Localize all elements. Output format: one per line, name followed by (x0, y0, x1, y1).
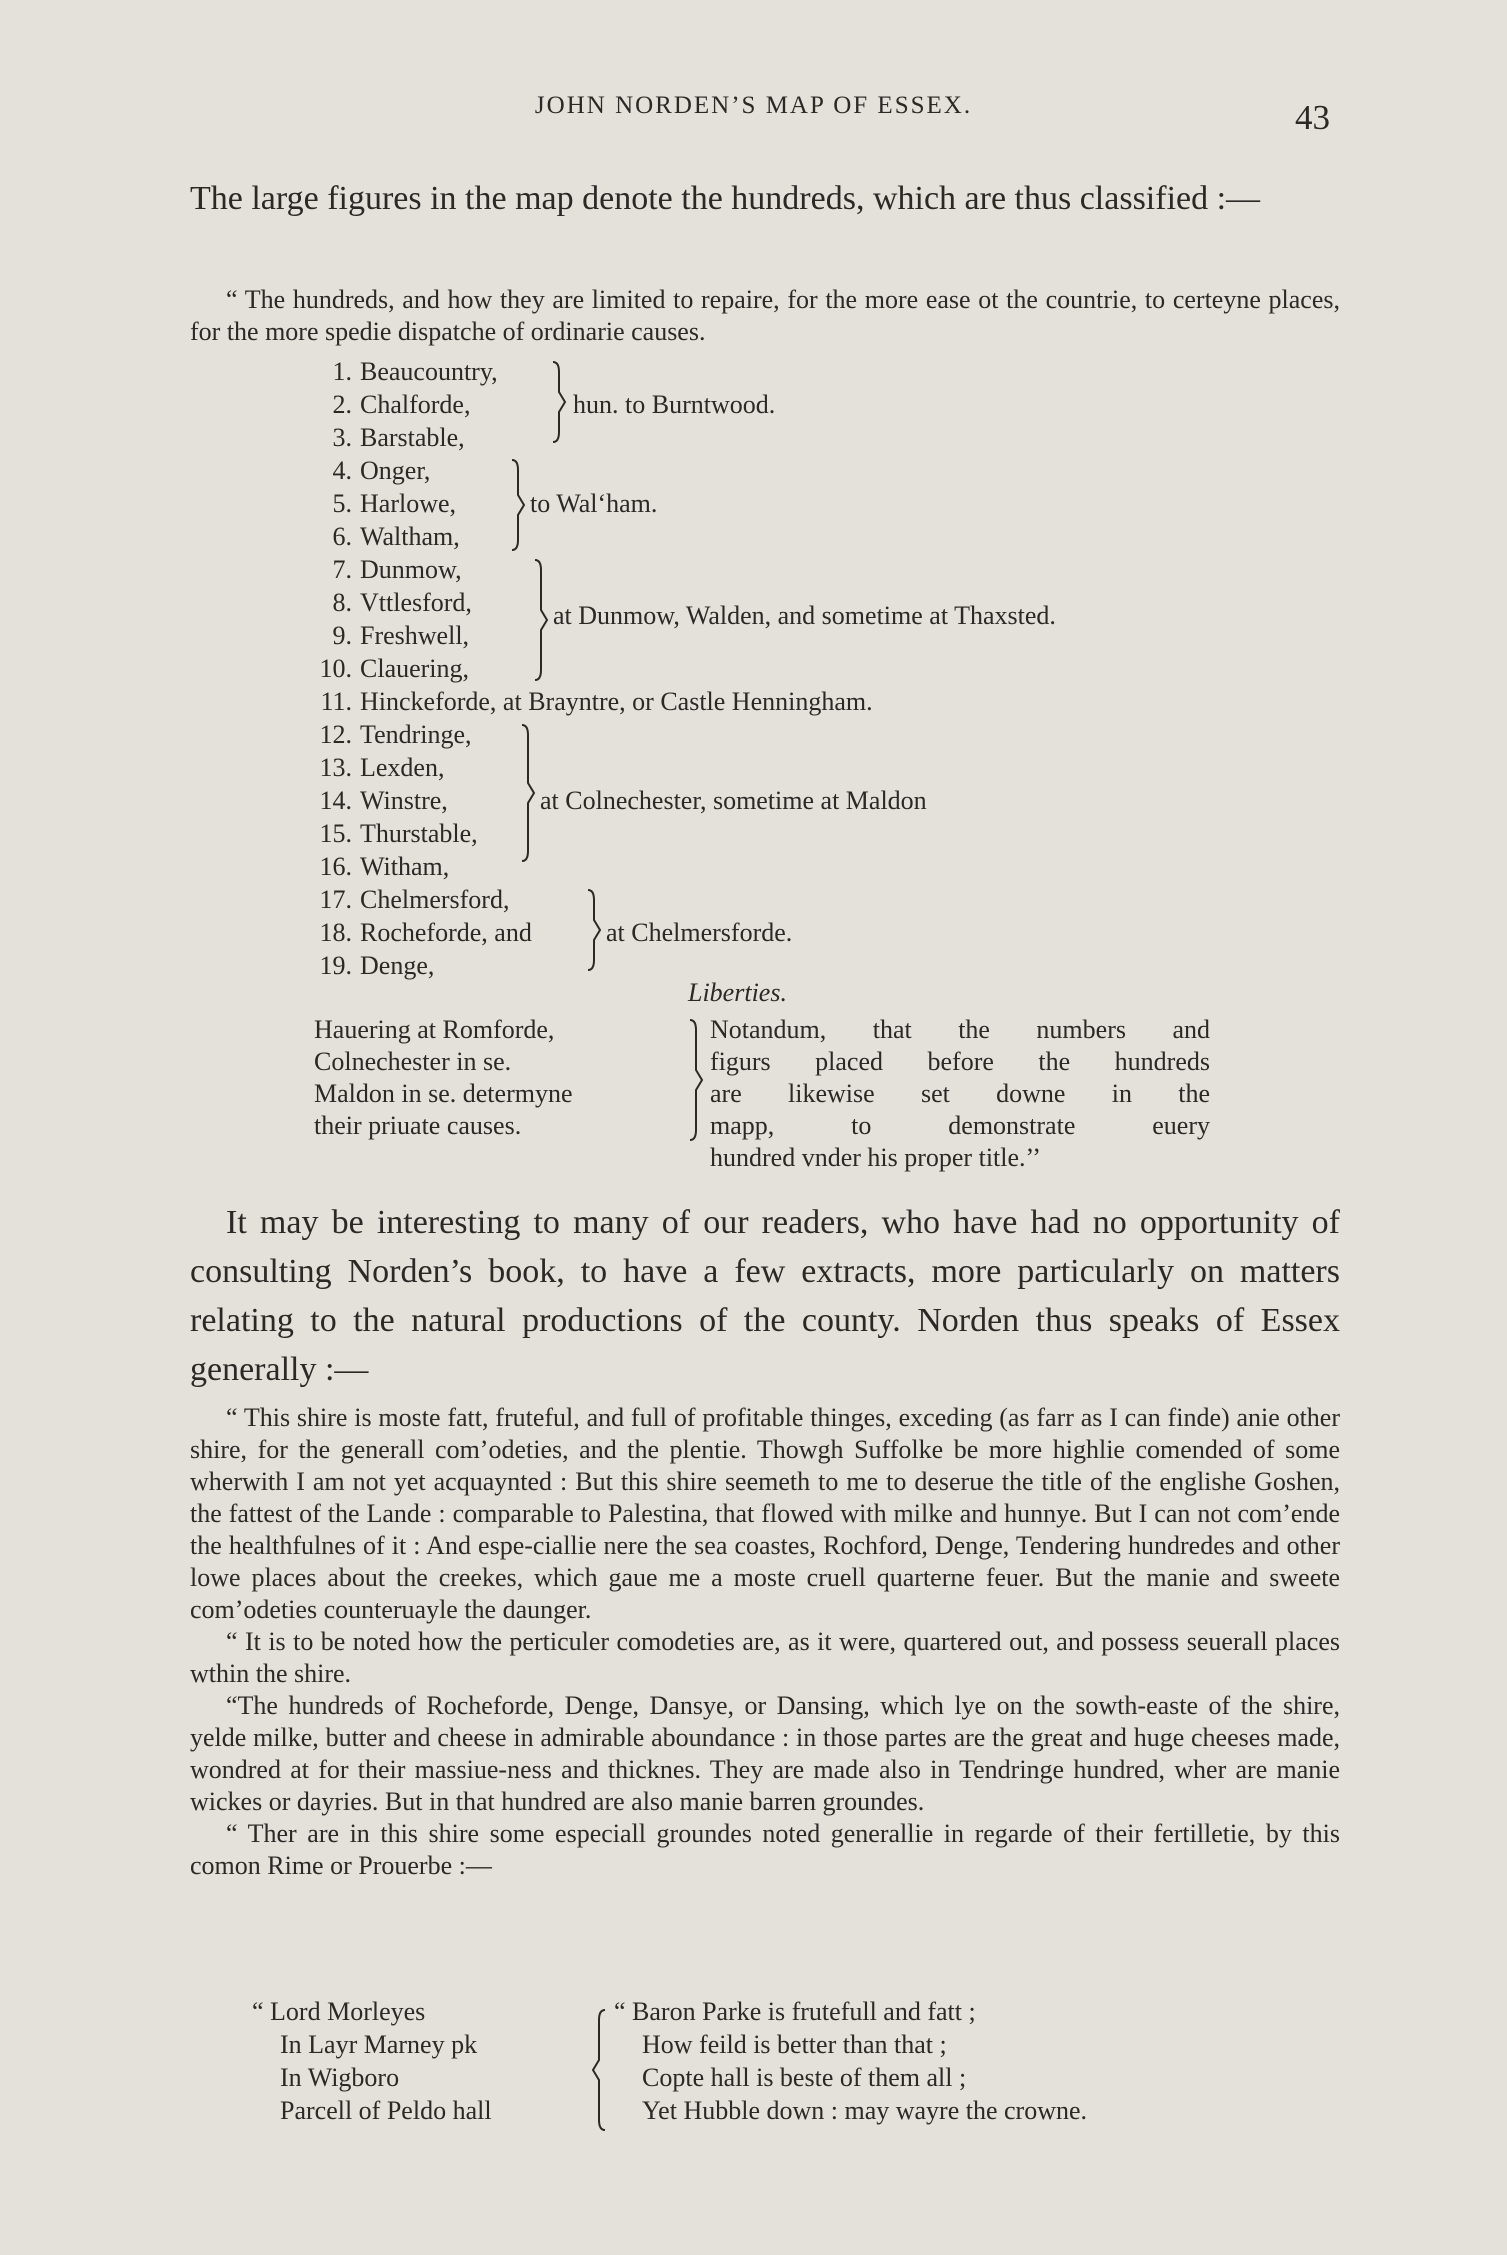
main-paragraph: It may be interesting to many of our readers, who have had no opportunity of consulting Norden’s book, to have a few extracts, more particularly on matters relating to the natural productions of the county. Norden thus speaks of Essex generally :— (190, 1204, 1340, 1388)
rhyme-right: “ Baron Parke is frutefull and fatt ; How feild is better than that ; Copte hall is beste of them all ; Yet Hubble down : may wayre the crowne. (614, 1997, 1088, 2125)
intro-paragraph: The large figures in the map denote the hundreds, which are thus classified :— (190, 180, 1261, 217)
brace-group-3 (535, 560, 547, 680)
quote-intro-paragraph: “ The hundreds, and how they are limited to repaire, for the more ease ot the countrie, to certeyne places, for the more spedie dispatche of ordinarie causes. (190, 285, 1340, 346)
group-destination: at Chelmersforde. (606, 918, 793, 947)
rhyme-left: “ Lord Morleyes In Layr Marney pk In Wigboro Parcell of Peldo hall (252, 1997, 492, 2125)
liberties-heading: Liberties. (688, 978, 787, 1007)
brace-group-2 (512, 460, 524, 550)
page-number: 43 (1295, 98, 1330, 137)
brace-rhyme (593, 2010, 605, 2130)
brace-liberties (690, 1020, 702, 1140)
group-destination: hun. to Burntwood. (573, 390, 776, 419)
brace-group-1 (553, 362, 565, 442)
running-header: JOHN NORDEN’S MAP OF ESSEX. (534, 92, 973, 119)
liberties-left: Hauering at Romforde, Colnechester in se. Maldon in se. determyne their priuate causes. (314, 1015, 573, 1140)
quote-paragraph: “ It is to be noted how the perticuler comodeties are, as it were, quartered out, and possess seuerall places wthin the shire. (190, 1627, 1340, 1688)
liberties-note: Notandum, that the numbers and figurs placed before the hundreds are likewise set downe in the mapp, to demonstrate euery hundred vnder his proper title.’’ (710, 1015, 1210, 1172)
quote-paragraph: “ Ther are in this shire some especiall groundes noted generallie in regarde of their fertilletie, by this comon Rime or Prouerbe :— (190, 1819, 1340, 1880)
book-page: JOHN NORDEN’S MAP OF ESSEX. 43 The large figures in the map denote the hundreds, which are thus classified :— “ The hundreds, and how they are limited to repaire, for the more ease ot the countrie, to certeyne places, for the more spedie dispatche of ordinarie causes. 1. Beaucountry, 2. Chalforde, 3. Barstable, 4. Onger, 5. Harlowe, 6. Waltham, 7. Dunmow, 8. Vttlesford, 9. Freshwell, 10. Clauering, 11. Hinckeforde, at Brayntre, or Castle Henningham. 12. Tendringe, 13. Lexden, 14. Winstre, 15. Thurstable, 16. Witham, 17. Chelmersford, 18. Rocheforde, and 19. Denge, hun. to Burntwood. to Walʻham. at Dunmow, Walden, and sometime at Thaxsted. at Colnechester, sometime at Maldon at Chelmersforde. Liberties. Hauering at Romforde, Colnechester in se. Maldon in se. determyne their priuate causes. Notandum, that the numbers and figurs placed before the hundreds are likewise set downe in the mapp, to demonstrate euery hundred vnder his proper title.’’ It may be interesting to many of our readers, who have had no opportunity of consulting Norden’s book, to have a few extracts, more particularly on matters relating to the natural productions of the county. Norden thus speaks of Essex generally :— “ This shire is moste fatt, fruteful, and full of profitable thinges, exceding (as farr as I can finde) anie other shire, for the generall com’odeties, and the plentie. Thowgh Suffolke be more highlie comended of some wherwith I am not yet acquaynted : But this shire seemeth to me to deserue the title of the englishe Goshen, the fattest of the Lande : comparable to Palestina, that flowed with milke and hunnye. But I can not com’ende the healthfulnes of it : And espe-ciallie nere the sea coastes, Rochford, Denge, Tendering hundredes and other lowe places about the creekes, which gaue me a moste cruell quarterne feuer. But the manie and sweete com’odeties counteruayle the daunger. “ It is to be noted how the perticuler comodeties are, as it were, quartered out, and possess seuerall places wthin the shire. “The hundreds of Rocheforde, Denge, Dansye, or Dansing, which lye on the sowth-easte of the shire, yelde milke, butter and cheese in admirable aboundance : in those partes are the great and huge cheeses made, wondred at for their massiue-ness and thicknes. They are made also in Tendringe hundred, wher are manie wickes or dayries. But in that hundred are also manie barren groundes. “ Ther are in this shire some especiall groundes noted generallie in regarde of their fertilletie, by this comon Rime or Prouerbe :— “ Lord Morleyes In Layr Marney pk In Wigboro Parcell of Peldo hall “ Baron Parke is frutefull and fatt ; How feild is better than that ; Copte hall is beste of them all ; Yet Hubble down : may wayre the crowne. (0, 0, 1507, 2255)
group-destination: to Walʻham. (530, 489, 658, 518)
quote-paragraph: “ This shire is moste fatt, fruteful, and full of profitable thinges, exceding (as farr as I can finde) anie other shire, for the generall com’odeties, and the plentie. Thowgh Suffolke be more highlie comended of some wherwith I am not yet acquaynted : But this shire seemeth to me to deserue the title of the englishe Goshen, the fattest of the Lande : comparable to Palestina, that flowed with milke and hunnye. But I can not com’ende the healthfulnes of it : And espe-ciallie nere the sea coastes, Rochford, Denge, Tendering hundredes and other lowe places about the creekes, which gaue me a moste cruell quarterne feuer. But the manie and sweete com’odeties counteruayle the daunger. (190, 1403, 1340, 1624)
group-destination: at Colnechester, sometime at Maldon (540, 786, 927, 815)
group-destination: at Dunmow, Walden, and sometime at Thaxsted. (553, 601, 1056, 630)
quotes-section (190, 1402, 1340, 1882)
brace-group-5 (588, 890, 600, 970)
quote-paragraph: “The hundreds of Rocheforde, Denge, Dansye, or Dansing, which lye on the sowth-easte of the shire, yelde milke, butter and cheese in admirable aboundance : in those partes are the great and huge cheeses made, wondred at for their massiue-ness and thicknes. They are made also in Tendringe hundred, wher are manie wickes or dayries. But in that hundred are also manie barren groundes. (190, 1691, 1340, 1816)
brace-group-4 (522, 725, 534, 861)
